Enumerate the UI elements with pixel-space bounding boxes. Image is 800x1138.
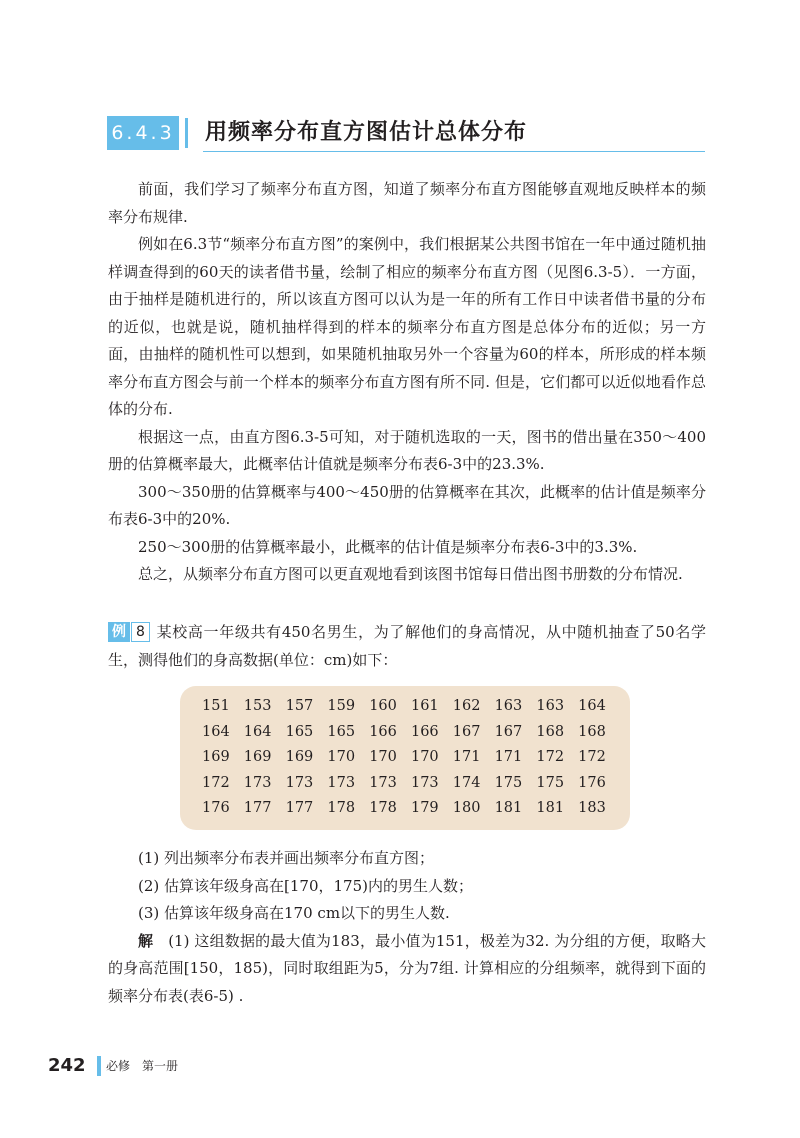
example-badge bbox=[108, 618, 150, 646]
height-value: 164 bbox=[243, 723, 272, 740]
height-value: 173 bbox=[369, 774, 397, 791]
example-statement bbox=[108, 618, 706, 674]
height-value: 162 bbox=[452, 698, 481, 714]
height-value: 177 bbox=[243, 800, 272, 817]
height-value: 171 bbox=[452, 749, 481, 766]
height-value: 164 bbox=[202, 723, 230, 740]
height-value: 173 bbox=[327, 774, 356, 791]
height-value: 177 bbox=[285, 800, 314, 817]
paragraph: 根据这一点，由直方图6.3-5可知，对于随机选取的一天，图书的借出量在350～400册的估算概率最大，此概率估计值就是频率分布表6-3中的23.3%. bbox=[108, 427, 706, 473]
height-value: 178 bbox=[369, 800, 397, 817]
height-value: 170 bbox=[327, 749, 356, 766]
height-value: 165 bbox=[285, 723, 314, 740]
height-value: 170 bbox=[369, 749, 397, 766]
height-value: 169 bbox=[243, 749, 272, 766]
height-value: 178 bbox=[327, 800, 356, 817]
height-value: 163 bbox=[536, 698, 565, 714]
section-number: 6.4.3 bbox=[107, 116, 179, 150]
height-value: 176 bbox=[202, 800, 230, 817]
paragraph: 前面，我们学习了频率分布直方图，知道了频率分布直方图能够直观地反映样本的频率分布规律. bbox=[108, 180, 706, 226]
height-value: 151 bbox=[202, 698, 230, 714]
height-data-grid bbox=[202, 694, 620, 822]
height-value: 180 bbox=[452, 800, 481, 817]
paragraph: 250～300册的估算概率最小，此概率的估计值是频率分布表6-3中的3.3%. bbox=[138, 537, 638, 556]
height-value: 167 bbox=[494, 723, 523, 740]
body-text bbox=[108, 176, 706, 589]
section-title: 用频率分布直方图估计总体分布 bbox=[205, 120, 528, 145]
height-value: 181 bbox=[536, 800, 565, 817]
height-value: 173 bbox=[243, 774, 272, 791]
height-value: 169 bbox=[202, 749, 230, 766]
height-value: 168 bbox=[578, 723, 606, 740]
height-value: 170 bbox=[410, 749, 439, 766]
height-value: 175 bbox=[536, 774, 565, 791]
height-value: 157 bbox=[285, 698, 314, 714]
height-value: 181 bbox=[494, 800, 523, 817]
height-value: 172 bbox=[578, 749, 606, 766]
height-value: 173 bbox=[285, 774, 314, 791]
height-value: 174 bbox=[452, 774, 481, 791]
example-label: 例 bbox=[108, 622, 130, 642]
solution bbox=[108, 928, 706, 1011]
height-value: 160 bbox=[369, 698, 397, 714]
example-8 bbox=[108, 618, 706, 674]
solution-text: (1) 这组数据的最大值为183，最小值为151，极差为32. 为分组的方便，取略大的身高范围[150，185)，同时取组距为5，分为7组. 计算相应的分组频率，就得到下面的频率分布表(表6-5) . bbox=[108, 931, 706, 1005]
height-value: 159 bbox=[327, 698, 356, 714]
height-value: 175 bbox=[494, 774, 523, 791]
questions bbox=[108, 845, 706, 1010]
height-value: 172 bbox=[202, 774, 230, 791]
height-value: 183 bbox=[578, 800, 606, 817]
section-header bbox=[107, 116, 705, 150]
height-value: 163 bbox=[494, 698, 523, 714]
section-underline bbox=[203, 151, 705, 153]
height-value: 164 bbox=[578, 698, 606, 714]
height-data-box bbox=[180, 686, 630, 830]
page-number: 242 bbox=[48, 1055, 86, 1076]
height-value: 168 bbox=[536, 723, 565, 740]
height-value: 161 bbox=[410, 698, 439, 714]
question-2: (2) 估算该年级身高在[170，175)内的男生人数； bbox=[138, 876, 473, 895]
height-value: 166 bbox=[369, 723, 397, 740]
height-value: 165 bbox=[327, 723, 356, 740]
height-value: 171 bbox=[494, 749, 523, 766]
height-value: 166 bbox=[410, 723, 439, 740]
height-value: 176 bbox=[578, 774, 606, 791]
question-3: (3) 估算该年级身高在170 cm以下的男生人数. bbox=[138, 904, 450, 922]
height-value: 172 bbox=[536, 749, 565, 766]
height-value: 169 bbox=[285, 749, 314, 766]
example-text: 某校高一年级共有450名男生，为了解他们的身高情况，从中随机抽查了50名学生，测得他们的身高数据(单位：cm)如下： bbox=[108, 623, 706, 669]
height-value: 167 bbox=[452, 723, 481, 740]
section-divider bbox=[185, 118, 188, 148]
height-value: 179 bbox=[410, 800, 439, 817]
example-number: 8 bbox=[131, 622, 150, 642]
footer-divider bbox=[97, 1056, 101, 1076]
paragraph: 300～350册的估算概率与400～450册的估算概率在其次，此概率的估计值是频率分布表6-3中的20%. bbox=[108, 482, 706, 528]
paragraph: 例如在6.3节“频率分布直方图”的案例中，我们根据某公共图书馆在一年中通过随机抽样调查得到的60天的读者借书量，绘制了相应的频率分布直方图（见图6.3-5）．一方面，由于抽样是随机进行的，所以该直方图可以认为是一年的所有工作日中读者借书量的分布的近似，也就是说，随机抽样得到的样本的频率分布直方图是总体分布的近似；另一方面，由抽样的随机性可以想到，如果随机抽取另外一个容量为60的样本，所形成的样本频率分布直方图会与前一个样本的频率分布直方图有所不同. 但是，它们都可以近似地看作总体的分布. bbox=[108, 235, 706, 418]
question-1: (1) 列出频率分布表并画出频率分布直方图； bbox=[138, 849, 435, 867]
height-value: 153 bbox=[243, 698, 272, 714]
solution-label: 解 bbox=[138, 931, 154, 950]
paragraph: 总之，从频率分布直方图可以更直观地看到该图书馆每日借出图书册数的分布情况. bbox=[138, 565, 683, 583]
book-title: 必修 第一册 bbox=[106, 1059, 179, 1073]
height-value: 173 bbox=[410, 774, 439, 791]
